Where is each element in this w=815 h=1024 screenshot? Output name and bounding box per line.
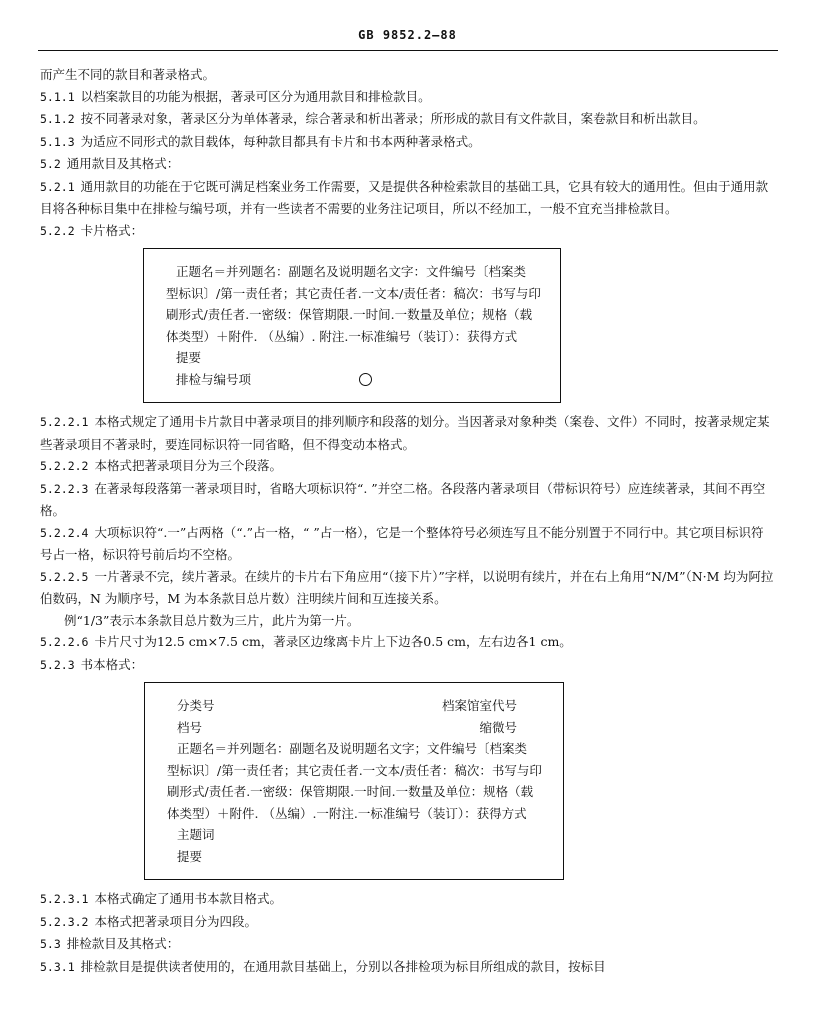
clause-5-2-2-4: 5.2.2.4 大项标识符“.一”占两格（“.”占一格，“ ”占一格），它是一个整体符号必须连写且不能分别置于不同行中。其它项目标识符号占一格，标识符号前后均不空格。 [40, 524, 764, 562]
classification-number-label: 分类号 [177, 698, 215, 713]
document-body [40, 64, 775, 978]
card-index-label: 排检与编号项 [176, 371, 252, 387]
microfilm-number-label: 缩微号 [479, 719, 517, 735]
clause-5-2-2: 5.2.2 卡片格式： [40, 222, 144, 238]
book-format-box [144, 682, 564, 880]
header-rule [38, 50, 778, 51]
clause-5-2-2-3: 5.2.2.3 在著录每段落第一著录项目时，省略大项标识符“. ”并空二格。各段落内著录项目（带标识符号）应连续著录，其间不再空格。 [40, 480, 766, 518]
book-line-3: 刷形式/责任者.一密级：保管期限.一时间.一数量及单位：规格（载 [167, 784, 534, 799]
book-row-2 [167, 717, 547, 739]
clause-5-1-3: 5.1.3 为适应不同形式的款目载体，每种款目都具有卡片和书本两种著录格式。 [40, 133, 481, 149]
clause-5-2-1: 5.2.1 通用款目的功能在于它既可满足档案业务工作需要，又是提供各种检索款目的基础工具，它具有较大的通用性。但由于通用款目将各种标目集中在排检与编号项，并有一些读者不需要的业务注记项目，所以不经加工，一般不宜充当排检款目。 [40, 178, 769, 216]
book-line-4: 体类型）＋附件. （丛编）.一附注.一标准编号（装订）：获得方式 [167, 805, 527, 821]
clause-5-2-2-6: 5.2.2.6 卡片尺寸为12.5 cm×7.5 cm，著录区边缘离卡片上下边各0.5 cm，左右边各1 cm。 [40, 634, 572, 649]
clause-5-2-heading: 5.2 通用款目及其格式： [40, 156, 180, 171]
book-row-1 [167, 695, 547, 717]
clause-5-2-3: 5.2.3 书本格式： [40, 656, 144, 672]
clause-5-2-2-2: 5.2.2.2 本格式把著录项目分为三个段落。 [40, 458, 282, 473]
clause-5-2-2-1: 5.2.2.1 本格式规定了通用卡片款目中著录项目的排列顺序和段落的划分。当因著录对象种类（案卷、文件）不同时，按著录规定某些著录项目不著录时，要连同标识符一同省略，但不得变动本格式。 [40, 414, 770, 452]
book-line-2: 型标识〕/第一责任者；其它责任者.一文本/责任者：稿次：书写与印 [167, 762, 542, 778]
clause-5-2-2-5: 5.2.2.5 一片著录不完，续片著录。在续片的卡片右下角应用“（接下片）”字样，以说明有续片，并在右上角用“N/M”（N·M 均为阿拉伯数码，N 为顺序号，M 为本条款目总片数）注明续片间和互连接关系。 [40, 568, 774, 606]
clause-5-2-3-1: 5.2.3.1 本格式确定了通用书本款目格式。 [40, 891, 282, 906]
clause-5-3-heading: 5.3 排检款目及其格式： [40, 936, 180, 951]
archive-code-label: 档案馆室代号 [441, 698, 517, 713]
page-header: GB 9852.2—88 [358, 28, 457, 42]
punch-hole-circle-icon [359, 373, 372, 386]
clause-5-2-3-2: 5.2.3.2 本格式把著录项目分为四段。 [40, 913, 257, 929]
book-line-1: 正题名＝并列题名：副题名及说明题名文字；文件编号〔档案类 [177, 741, 528, 756]
card-line-3: 刷形式/责任者.一密级：保管期限.一时间.一数量及单位；规格（载 [166, 307, 533, 322]
book-abstract-label: 提要 [177, 848, 203, 864]
card-abstract-label: 提要 [176, 350, 202, 365]
book-subject-label: 主题词 [177, 827, 215, 842]
clause-5-1-2: 5.1.2 按不同著录对象，著录区分为单体著录，综合著录和析出著录；所形成的款目有文件款目，案卷款目和析出款目。 [40, 111, 706, 126]
card-format-box [143, 248, 561, 403]
card-index-row [166, 369, 544, 391]
paragraph-continuation: 而产生不同的款目和著录格式。 [40, 67, 216, 82]
clause-5-1-1: 5.1.1 以档案款目的功能为根据，著录可区分为通用款目和排检款目。 [40, 88, 431, 104]
card-line-4: 体类型）＋附件. （丛编）. 附注.一标准编号（装订）：获得方式 [166, 328, 518, 344]
file-number-label: 档号 [177, 719, 203, 735]
example-note: 例“1/3”表示本条款目总片数为三片，此片为第一片。 [64, 612, 360, 628]
card-line-1: 正题名＝并列题名：副题名及说明题名文字：文件编号〔档案类 [176, 264, 527, 279]
card-line-2: 型标识〕/第一责任者；其它责任者.一文本/责任者：稿次：书写与印 [166, 285, 541, 301]
clause-5-3-1: 5.3.1 排检款目是提供读者使用的，在通用款目基础上，分别以各排检项为标目所组成的款目，按标目 [40, 958, 606, 974]
